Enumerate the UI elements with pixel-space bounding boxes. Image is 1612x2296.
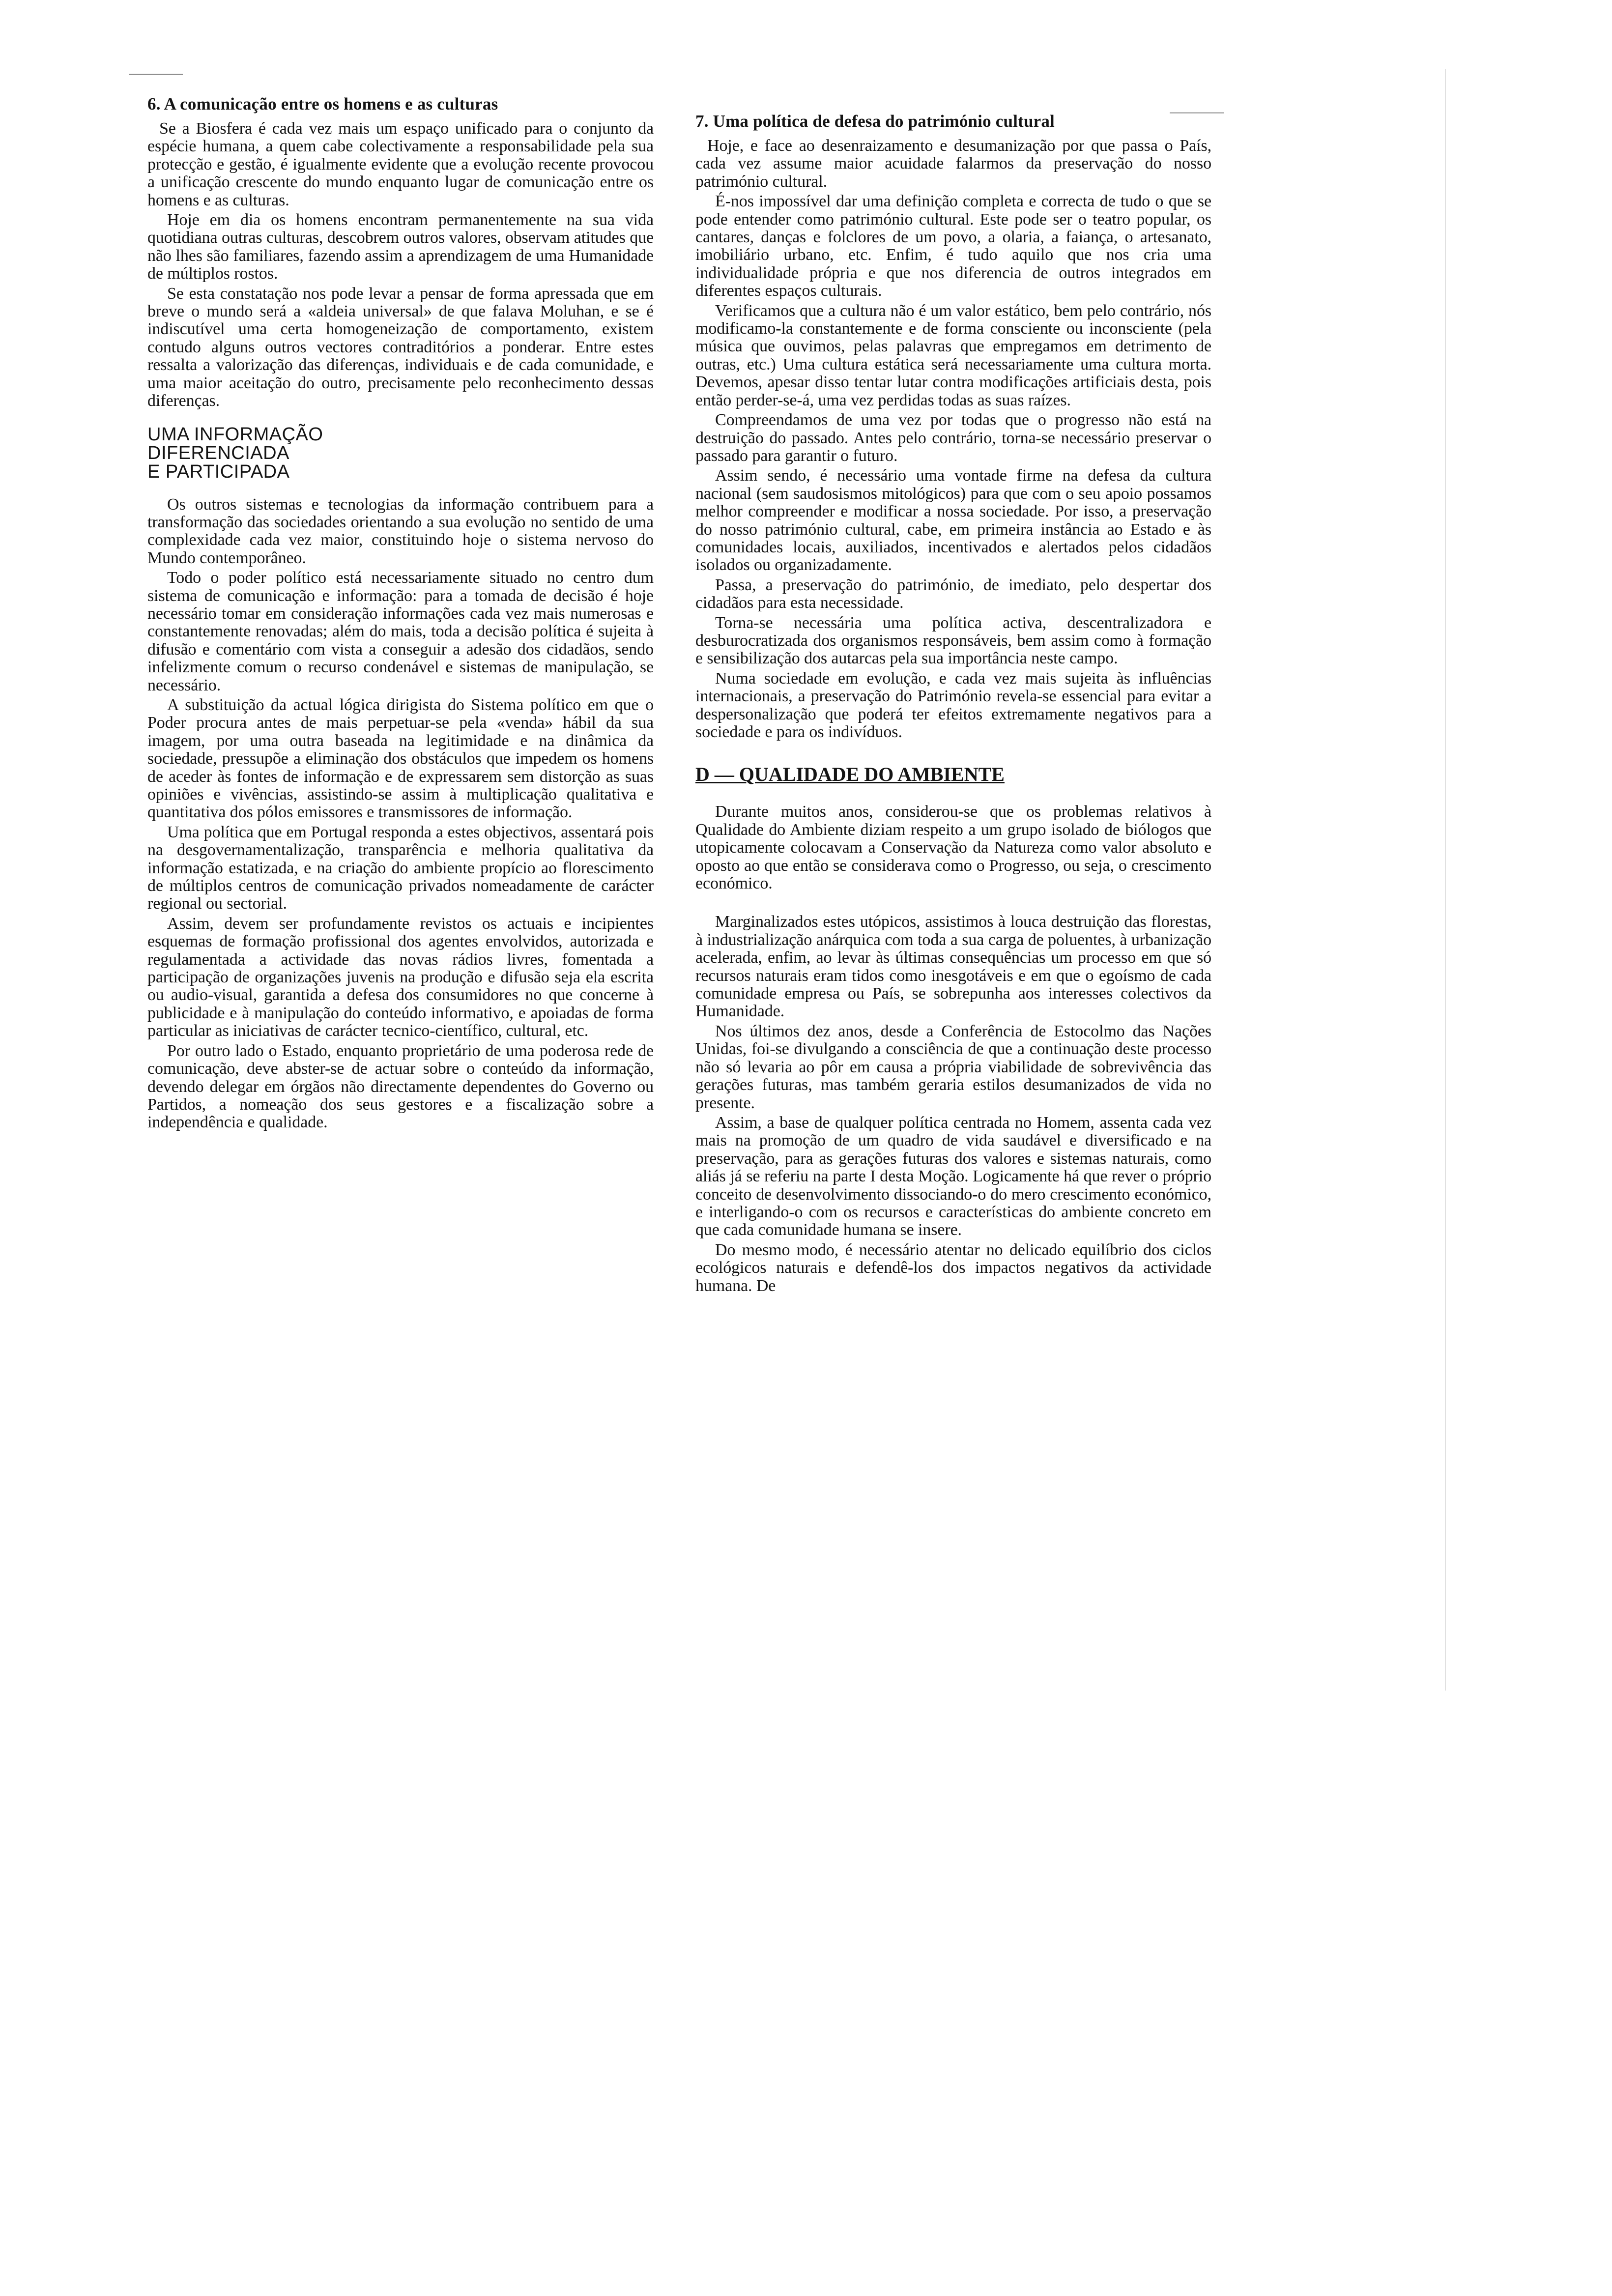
subheading-line: E PARTICIPADA xyxy=(147,461,290,482)
paragraph: É-nos impossível dar uma definição completa e correcta de tudo o que se pode entender como património cultural. Este pode ser o teatro popular, os cantares, danças e folclores de um povo, a olaria, a faiança, o artesanato, imobiliário urbano, etc. Enfim, é tudo aquilo que nos cria uma individualidade própria e que nos diferencia de outros integrados em diferentes espaços culturais. xyxy=(695,192,1211,300)
scan-mark xyxy=(129,74,183,75)
paragraph: Torna-se necessária uma política activa, descentralizadora e desburocratizada dos organismos responsáveis, bem assim como à formação e sensibilização dos autarcas pela sua importância neste campo. xyxy=(695,613,1211,668)
heading-section-6: 6. A comunicação entre os homens e as culturas xyxy=(147,94,498,114)
paragraph: Hoje, e face ao desenraizamento e desumanização por que passa o País, cada vez assume maior acuidade falarmos da preservação do nosso património cultural. xyxy=(695,137,1211,191)
subheading-informacao xyxy=(147,425,654,481)
paragraph: Hoje em dia os homens encontram permanentemente na sua vida quotidiana outras culturas, descobrem outros valores, observam atitudes que não lhes são familiares, fazendo assim a aprendizagem de uma Humanidade de múltiplos rostos. xyxy=(147,211,654,283)
paragraph: Se esta constatação nos pode levar a pensar de forma apressada que em breve o mundo será a «aldeia universal» de que falava Moluhan, e se é indiscutível uma certa homogeneização de comportamento, existem contudo alguns outros vectores contraditórios a ponderar. Entre estes ressalta a valorização das diferenças, individuais e de cada comunidade, e uma maior aceitação do outro, precisamente pelo reconhecimento dessas diferenças. xyxy=(147,284,654,410)
paragraph: Assim sendo, é necessário uma vontade firme na defesa da cultura nacional (sem saudosismos mitológicos) para que com o seu apoio possamos melhor compreender e modificar a nossa sociedade. Por isso, a preservação do nosso património cultural, cabe, em primeira instância ao Estado e às comunidades locais, auxiliados, incentivados e alertados pelos cidadãos isolados ou organizadamente. xyxy=(695,466,1211,574)
paragraph: Assim, devem ser profundamente revistos os actuais e incipientes esquemas de formação profissional dos agentes envolvidos, autorizada e regulamentada a actividade das novas rádios livres, fomentada a participação de organizações juvenis na produção e difusão seja ela escrita ou audio-visual, garantida a defesa dos consumidores no que concerne à publicidade e à manipulação do conteúdo informativo, e apoiadas de forma particular as iniciativas de carácter tecnico-científico, cultural, etc. xyxy=(147,914,654,1040)
subheading-line: DIFERENCIADA xyxy=(147,442,289,463)
paragraph: Assim, a base de qualquer política centrada no Homem, assenta cada vez mais na promoção de um quadro de vida saudável e diversificado e na preservação, para as gerações futuras dos valores e sistemas naturais, como aliás já se referiu na parte I desta Moção. Logicamente há que rever o próprio conceito de desenvolvimento dissociando-o do mero crescimento económico, e interligando-o com os recursos e características do ambiente concreto em que cada comunidade humana se insere. xyxy=(695,1113,1211,1239)
paragraph-gap xyxy=(695,894,1211,913)
paragraph: Nos últimos dez anos, desde a Conferência de Estocolmo das Nações Unidas, foi-se divulgando a consciência de que a continuação deste processo não só levaria ao pôr em causa a própria viabilidade de sobrevivência das gerações futuras, mas também geraria estilos desumanizados de vida no presente. xyxy=(695,1022,1211,1112)
right-paras-c xyxy=(695,913,1211,1295)
paragraph: Uma política que em Portugal responda a estes objectivos, assentará pois na desgovernamentalização, transparência e melhoria qualitativa da informação estatizada, e na criação do ambiente propício ao florescimento de múltiplos centros de comunicação privados nomeadamente de carácter regional ou sectorial. xyxy=(147,823,654,913)
left-column xyxy=(147,93,654,1134)
section-heading-d: D — QUALIDADE DO AMBIENTE xyxy=(695,763,1005,786)
paragraph: Passa, a preservação do património, de imediato, pelo despertar dos cidadãos para esta necessidade. xyxy=(695,575,1211,612)
paragraph: Por outro lado o Estado, enquanto proprietário de uma poderosa rede de comunicação, deve abster-se de actuar sobre o conteúdo da informação, devendo delegar em órgãos não directamente dependentes do Governo ou Partidos, a nomeação dos seus gestores e a fiscalização sobre a independência e qualidade. xyxy=(147,1041,654,1132)
heading-section-7: 7. Uma política de defesa do património cultural xyxy=(695,112,1055,131)
right-paras-a xyxy=(695,137,1211,741)
paragraph: Verificamos que a cultura não é um valor estático, bem pelo contrário, nós modificamo-la constantemente e de forma consciente ou inconsciente (pela música que ouvimos, pelas palavras que empregamos em detrimento de outras, etc.) Uma cultura estática será necessariamente uma cultura morta. Devemos, apesar disso tentar lutar contra modificações artificiais desta, pois então perder-se-á, uma vez perdidas todas as suas raízes. xyxy=(695,301,1211,409)
paragraph: Compreendamos de uma vez por todas que o progresso não está na destruição do passado. Antes pelo contrário, torna-se necessário preservar o passado para garantir o futuro. xyxy=(695,411,1211,465)
paragraph: Durante muitos anos, considerou-se que os problemas relativos à Qualidade do Ambiente diziam respeito a um grupo isolado de biólogos que utopicamente colocavam a Conservação da Natureza como valor absoluto e oposto ao que então se considerava como o Progresso, ou seja, o crescimento económico. xyxy=(695,803,1211,893)
paragraph: Os outros sistemas e tecnologias da informação contribuem para a transformação das sociedades orientando a sua evolução no sentido de uma complexidade cada vez maior, constituindo hoje o sistema nervoso do Mundo contemporâneo. xyxy=(147,495,654,567)
paragraph: A substituição da actual lógica dirigista do Sistema político em que o Poder procura antes de mais perpetuar-se pela «venda» hábil da sua imagem, por uma outra baseada na legitimidade e na dinâmica da sociedade, pressupõe a eliminação dos obstáculos que impedem os homens de aceder às fontes de informação e de expressarem sem distorção as suas opiniões e vivências, assistindo-se assim à multiplicação qualitativa e quantitativa dos pólos emissores e transmissores de informação. xyxy=(147,695,654,822)
paragraph: Do mesmo modo, é necessário atentar no delicado equilíbrio dos ciclos ecológicos naturais e defendê-los dos impactos negativos da actividade humana. De xyxy=(695,1240,1211,1295)
right-column xyxy=(695,111,1211,1297)
right-paras-b xyxy=(695,803,1211,892)
subheading-line: UMA INFORMAÇÃO xyxy=(147,424,323,445)
left-paras-a xyxy=(147,120,654,410)
paragraph: Todo o poder político está necessariamente situado no centro dum sistema de comunicação e informação: para a tomada de decisão é hoje necessário tomar em consideração informações cada vez mais numerosas e constantemente renovadas; além do mais, toda a decisão política é sujeita à difusão e comentário com vista a conseguir a adesão dos cidadãos, sendo infelizmente comum o recurso condenável e sistemas de manipulação, se necessário. xyxy=(147,569,654,694)
scan-mark xyxy=(1445,69,1446,1691)
paragraph: Marginalizados estes utópicos, assistimos à louca destruição das florestas, à industrialização anárquica com toda a sua carga de poluentes, à urbanização acelerada, enfim, ao levar às últimas consequências um processo em que só recursos naturais eram tidos como inesgotáveis e em que o egoísmo de cada comunidade empresa ou País, se sobrepunha aos interesses colectivos da Humanidade. xyxy=(695,913,1211,1021)
paragraph: Numa sociedade em evolução, e cada vez mais sujeita às influências internacionais, a preservação do Património revela-se essencial para evitar a despersonalização que poderá ter efeitos extremamente negativos para a sociedade e para os indivíduos. xyxy=(695,669,1211,741)
left-paras-b xyxy=(147,496,654,1132)
paragraph: Se a Biosfera é cada vez mais um espaço unificado para o conjunto da espécie humana, a quem cabe colectivamente a responsabilidade pela sua protecção e gestão, é igualmente evidente que a evolução recente provocou a unificação crescente do mundo enquanto lugar de comunicação entre os homens e as culturas. xyxy=(147,119,654,209)
